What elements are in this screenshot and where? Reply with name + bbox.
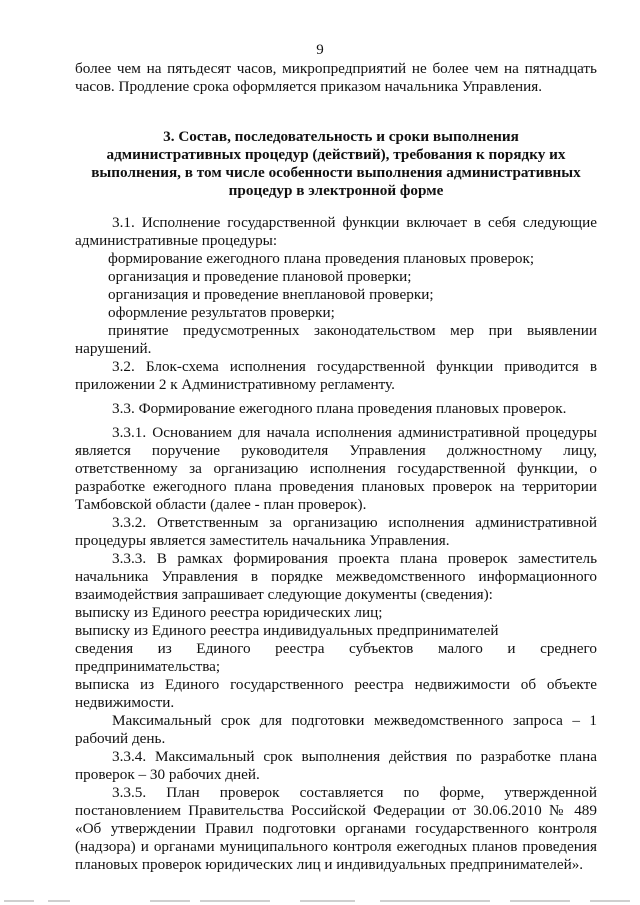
paragraph-3-1-line: 3.1. Исполнение государственной функции включает в себя следующие <box>112 214 597 231</box>
list-item: организация и проведение внеплановой проверки; <box>108 286 434 303</box>
list-item-continuation: недвижимости. <box>75 694 175 711</box>
paragraph-3-3-1-line: ответственному за организацию исполнения государственной функции, о <box>75 460 597 477</box>
paragraph-3-3-4-line: 3.3.4. Максимальный срок выполнения действия по разработке плана <box>112 748 597 765</box>
list-item: организация и проведение плановой проверки; <box>108 268 412 285</box>
paragraph-3-1-line: административные процедуры: <box>75 232 278 249</box>
paragraph-3-3-5-line: (надзора) и органами муниципального контроля ежегодных планов проведения <box>75 838 597 855</box>
paragraph-3-3-2-line: 3.3.2. Ответственным за организацию исполнения административной <box>112 514 597 531</box>
paragraph-3-3-5-line: постановлением Правительства Российской Федерации от 30.06.2010 № 489 <box>75 802 597 819</box>
list-item: сведения из Единого реестра субъектов малого и среднего <box>75 640 597 657</box>
section-heading-line-4: процедур в электронной форме <box>228 182 444 199</box>
paragraph-line: Максимальный срок для подготовки межведомственного запроса – 1 <box>112 712 597 729</box>
paragraph-3-3-5-line: «Об утверждении Правил подготовки органами государственного контроля <box>75 820 597 837</box>
section-heading-line-1: 3. Состав, последовательность и сроки выполнения <box>163 128 519 145</box>
list-item: выписка из Единого государственного реестра недвижимости об объекте <box>75 676 597 693</box>
paragraph-3-3-3-line: взаимодействия запрашивает следующие документы (сведения): <box>75 586 493 603</box>
paragraph-3-3-3-line: начальника Управления в порядке межведомственного информационного <box>75 568 597 585</box>
paragraph-3-3-4-line: проверок – 30 рабочих дней. <box>75 766 260 783</box>
list-item: принятие предусмотренных законодательством мер при выявлении <box>108 322 597 339</box>
paragraph-3-3-2-line: процедуры является заместитель начальника Управления. <box>75 532 450 549</box>
paragraph-3-3: 3.3. Формирование ежегодного плана проведения плановых проверок. <box>112 400 567 417</box>
list-item: выписку из Единого реестра юридических лиц; <box>75 604 383 621</box>
list-item: формирование ежегодного плана проведения плановых проверок; <box>108 250 535 267</box>
section-heading-line-3: выполнения, в том числе особенности выполнения административных <box>91 164 581 181</box>
paragraph-3-3-1-line: является поручение руководителя Управления должностному лицу, <box>75 442 597 459</box>
paragraph-3-2-line: приложении 2 к Административному регламенту. <box>75 376 395 393</box>
page-number: 9 <box>316 42 324 58</box>
list-item-continuation: предпринимательства; <box>75 658 221 675</box>
list-item: оформление результатов проверки; <box>108 304 335 321</box>
paragraph-3-3-1-line: разработке ежегодного плана проведения плановых проверок на территории <box>75 478 597 495</box>
paragraph-line: рабочий день. <box>75 730 166 747</box>
paragraph-3-3-1-line: Тамбовской области (далее - план проверок). <box>75 496 367 513</box>
intro-line-1: более чем на пятьдесят часов, микропредприятий не более чем на пятнадцать <box>75 60 597 77</box>
paragraph-3-3-3-line: 3.3.3. В рамках формирования проекта плана проверок заместитель <box>112 550 597 567</box>
scan-artifact-strip <box>0 897 640 905</box>
paragraph-3-3-1-line: 3.3.1. Основанием для начала исполнения административной процедуры <box>112 424 597 441</box>
section-heading-line-2: административных процедур (действий), требования к порядку их <box>106 146 566 163</box>
paragraph-3-3-5-line: плановых проверок юридических лиц и индивидуальных предпринимателей». <box>75 856 584 873</box>
paragraph-3-3-5-line: 3.3.5. План проверок составляется по форме, утвержденной <box>112 784 597 801</box>
paragraph-3-2-line: 3.2. Блок-схема исполнения государственной функции приводится в <box>112 358 597 375</box>
list-item-continuation: нарушений. <box>75 340 152 357</box>
intro-line-2: часов. Продление срока оформляется приказом начальника Управления. <box>75 78 543 95</box>
list-item: выписку из Единого реестра индивидуальных предпринимателей <box>75 622 499 639</box>
